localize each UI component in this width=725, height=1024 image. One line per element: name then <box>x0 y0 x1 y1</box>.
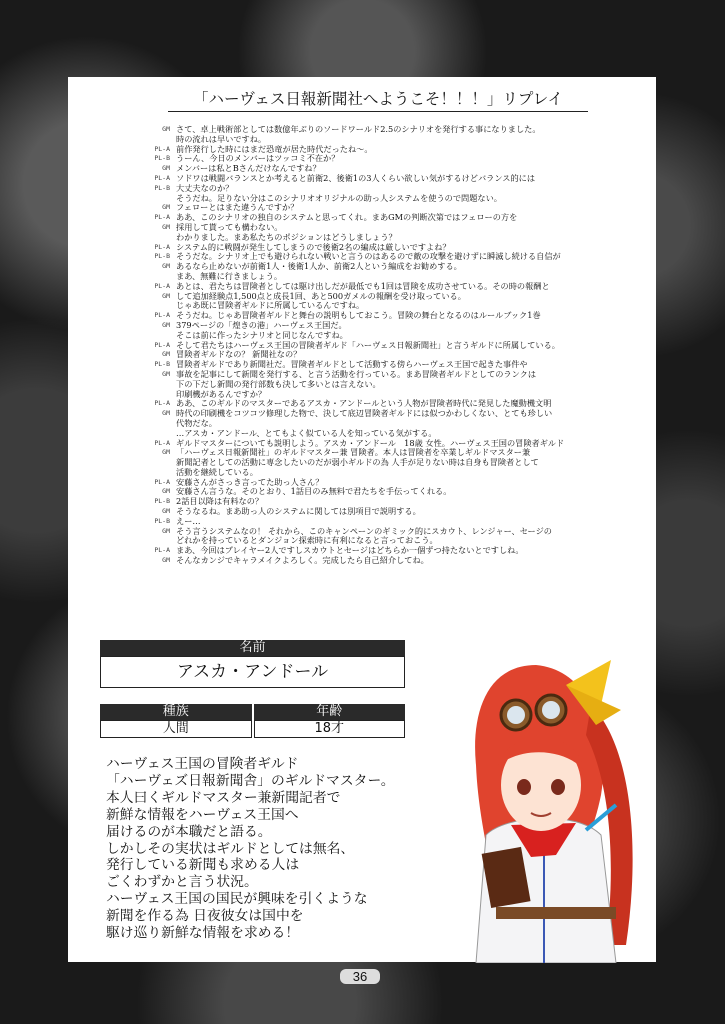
dialogue-text: そうだな。シナリオ上でも避けられない戦いと言うのはあるので敵の攻撃を避けずに瞬滅し続ける自信が <box>176 252 561 262</box>
description-line: 新聞を作る為 日夜彼女は国中を <box>106 908 304 925</box>
dialogue-line <box>140 478 640 488</box>
dialogue-text: 2話目以降は有料なの？ <box>176 497 264 507</box>
speaker-tag: PL-B <box>154 516 170 525</box>
description-line: しかしその実状はギルドとしては無名、 <box>106 840 355 857</box>
dialogue-text: 事故を記事にして新聞を発行する、と言う活動を行っている。まあ冒険者ギルドとしてのランクは <box>176 369 537 379</box>
dialogue-text: ソドワは戦闘バランスとか考えると前衛2、後衛1の3人くらい欲しい気がするけどバランス的には <box>176 173 536 183</box>
speaker-tag: GM <box>162 350 170 359</box>
speaker-tag: PL-A <box>154 213 170 222</box>
dialogue-line <box>140 194 640 204</box>
speaker-tag: PL-A <box>154 399 170 408</box>
speaker-tag: PL-A <box>154 311 170 320</box>
dialogue-text: 採用して貰っても構わない。 <box>176 222 283 232</box>
description-line: 発行している新聞も求める人は <box>106 857 300 874</box>
dialogue-text: そこは前に作ったシナリオと同じなんですね。 <box>176 330 348 340</box>
age-column <box>254 704 406 738</box>
dialogue-line <box>140 282 640 292</box>
dialogue-text: そんなカンジでキャラメイクよろしく。完成したら自己紹介してね。 <box>176 556 429 566</box>
dialogue-text: あるなら止めないが前衛1人・後衛1人か、前衛2人という編成をお勧めする。 <box>176 262 462 272</box>
speaker-tag: GM <box>162 369 170 378</box>
dialogue-line <box>140 243 640 253</box>
dialogue-line <box>140 213 640 223</box>
speaker-tag: PL-A <box>154 242 170 251</box>
dialogue-line <box>140 184 640 194</box>
race-value: 人間 <box>100 720 252 738</box>
speaker-tag: GM <box>162 448 170 457</box>
speaker-tag: PL-A <box>154 144 170 153</box>
dialogue-line <box>140 164 640 174</box>
dialogue-text: 安藤さんがさっき言ってた助っ人さん？ <box>176 477 324 487</box>
dialogue-text: 大丈夫なのか？ <box>176 183 234 193</box>
dialogue-line <box>140 458 640 468</box>
dialogue-line <box>140 409 640 419</box>
description-line: ハーヴェス王国の冒険者ギルド <box>106 756 299 772</box>
dialogue-text: …アスカ・アンドール、とてもよく似ている人を知っている気がする。 <box>176 428 437 438</box>
dialogue-text: 下の下だし新聞の発行部数も決して多いとは言えない。 <box>176 379 381 389</box>
speaker-tag: GM <box>162 125 170 133</box>
dialogue-line <box>140 370 640 380</box>
dialogue-text: 「ハーヴェス日報新聞社」のギルドマスター兼 冒険者。本人は冒険者を卒業しギルドマスター兼 <box>176 448 531 458</box>
document-page <box>68 77 656 962</box>
dialogue-line <box>140 341 640 351</box>
dialogue-text: そう言うシステムなの！ それから、このキャンペーンのギミック的にスカウト、レンジャー、セージの <box>176 526 552 536</box>
dialogue-text: フェローとはまた違うんですか？ <box>176 203 299 213</box>
dialogue-text: 新聞記者としての活動に専念したいのだが弱小ギルドの為 人手が足りない時は自身も冒険者として <box>176 458 539 468</box>
dialogue-line <box>140 399 640 409</box>
dialogue-text: そうだね。じゃあ冒険者ギルドと舞台の説明もしておこう。冒険の舞台となるのはルールブック1巻 <box>176 311 541 321</box>
dialogue-line <box>140 517 640 527</box>
age-value: 18才 <box>254 720 406 738</box>
dialogue-text: まあ、無難に行きましょう。 <box>176 271 283 281</box>
speaker-tag: PL-A <box>154 281 170 290</box>
dialogue-line <box>140 350 640 360</box>
dialogue-text: 冒険者ギルドであり新聞社だ。冒険者ギルドとして活動する傍らハーヴェス王国で起きた事件や <box>176 360 528 370</box>
stats-box <box>100 704 405 738</box>
speaker-tag: GM <box>162 320 170 329</box>
dialogue-line <box>140 556 640 566</box>
dialogue-text: メンバーは私とBさんだけなんですね？ <box>176 164 321 174</box>
dialogue-text: さて、卓上戦術部としては数億年ぶりのソードワールド2.5のシナリオを発行する事になりました。 <box>176 125 541 134</box>
race-label: 種族 <box>100 704 252 720</box>
dialogue-line <box>140 429 640 439</box>
character-description <box>106 756 416 942</box>
description-line: ハーヴェス王国の国民が興味を引くような <box>106 891 368 908</box>
speaker-tag: GM <box>162 526 170 535</box>
dialogue-line <box>140 321 640 331</box>
dialogue-text: 印刷機があるんですか？ <box>176 389 267 399</box>
dialogue-line <box>140 487 640 497</box>
dialogue-text: 冒険者ギルドなの？ 新聞社なの？ <box>176 350 302 360</box>
dialogue-line <box>140 174 640 184</box>
dialogue-line <box>140 233 640 243</box>
dialogue-line <box>140 507 640 517</box>
name-box <box>100 640 405 688</box>
description-line: 本人曰くギルドマスター兼新聞記者で <box>106 789 341 806</box>
dialogue-line <box>140 292 640 302</box>
speaker-tag: GM <box>162 556 170 565</box>
description-line: 駆け巡り新鮮な情報を求める！ <box>106 925 300 942</box>
description-line: 届けるのが本職だと語る。 <box>106 823 272 840</box>
dialogue-text: どれかを持っているとダンジョン探索時に有利になると言っておこう。 <box>176 536 438 546</box>
speaker-tag: GM <box>162 409 170 418</box>
dialogue-line <box>140 536 640 546</box>
dialogue-line <box>140 360 640 370</box>
dialogue-text: システム的に戦闘が発生してしまうので後衛2名の編成は厳しいですよね？ <box>176 242 451 252</box>
description-line: 「ハーヴェズ日報新聞舎」のギルドマスター。 <box>106 772 395 789</box>
dialogue-text: じゃあ既に冒険者ギルドに所属しているんですね。 <box>176 301 365 311</box>
page-number: 36 <box>340 969 380 984</box>
dialogue-text: ああ、このシナリオの独自のシステムと思ってくれ。まあGMの判断次第ではフェローの方を <box>176 213 518 223</box>
speaker-tag: PL-B <box>154 183 170 192</box>
dialogue-line <box>140 468 640 478</box>
dialogue-line <box>140 448 640 458</box>
dialogue-line <box>140 439 640 449</box>
dialogue-text: あとは、君たちは冒険者としては駆け出しだが最低でも1回は冒険を成功させている。その時の報酬と <box>176 281 550 291</box>
dialogue-text: そうなるね。まあ助っ人のシステムに関しては別項目で説明する。 <box>176 507 421 517</box>
speaker-tag: PL-A <box>154 173 170 182</box>
speaker-tag: PL-B <box>154 497 170 506</box>
name-label: 名前 <box>100 640 405 656</box>
age-label: 年齢 <box>254 704 406 720</box>
dialogue-text: そうだね。足りない分はこのシナリオオリジナルの助っ人システムを使うので問題ない。 <box>176 193 502 203</box>
dialogue-line <box>140 262 640 272</box>
dialogue-text: 前作発行した時にはまだ恐竜が居た時代だったね～。 <box>176 144 373 154</box>
dialogue-line <box>140 272 640 282</box>
dialogue-line <box>140 331 640 341</box>
description-line: ごくわずかと言う状況。 <box>106 874 258 891</box>
speaker-tag: PL-A <box>154 340 170 349</box>
dialogue-line <box>140 390 640 400</box>
speaker-tag: PL-B <box>154 252 170 261</box>
dialogue-line <box>140 154 640 164</box>
dialogue-line <box>140 497 640 507</box>
dialogue-text: 代物だな。 <box>176 418 217 428</box>
dialogue-line <box>140 223 640 233</box>
speaker-tag: GM <box>162 487 170 496</box>
dialogue-line <box>140 419 640 429</box>
character-name: アスカ・アンドール <box>100 656 405 688</box>
speaker-tag: GM <box>162 507 170 516</box>
dialogue-text: うーん、今日のメンバーはツッコミ不在か？ <box>176 154 340 164</box>
description-line: 新鮮な情報をハーヴェス王国へ <box>106 806 299 823</box>
dialogue-text: 379ページの「煌きの港」ハーヴェス王国だ。 <box>176 320 347 330</box>
dialogue-line <box>140 311 640 321</box>
dialogue-line <box>140 546 640 556</box>
dialogue-line <box>140 380 640 390</box>
speaker-tag: PL-A <box>154 546 170 555</box>
dialogue-text: ギルドマスターについても説明しよう。アスカ・アンドール 18歳 女性。ハーヴェス王国の冒険者ギルド <box>176 438 565 448</box>
dialogue-text: して追加経験点1,500点と成長1回、あと500ガメルの報酬を受け取っている。 <box>176 291 466 301</box>
speaker-tag: GM <box>162 203 170 212</box>
dialogue-line <box>140 125 640 135</box>
page-title: 「ハーヴェス日報新聞社へようこそ！！！」リプレイ <box>168 87 588 112</box>
dialogue-line <box>140 203 640 213</box>
dialogue-text: わかりました。まあ私たちのポジションはどうしましょう？ <box>176 232 397 242</box>
dialogue-text: 時の流れは早いですね。 <box>176 134 267 144</box>
dialogue-text: 安藤さん言うな。そのとおり、1話目のみ無料で君たちを手伝ってくれる。 <box>176 487 452 497</box>
dialogue-line <box>140 252 640 262</box>
dialogue-line <box>140 301 640 311</box>
dialogue-text: えー… <box>176 516 201 526</box>
dialogue-text: 活動を継続している。 <box>176 467 258 477</box>
race-column <box>100 704 252 738</box>
dialogue-line <box>140 145 640 155</box>
speaker-tag: GM <box>162 222 170 231</box>
dialogue-text: 時代の印刷機をコツコツ修理した物で、決して底辺冒険者ギルドには似つかわしくない、とても珍しい <box>176 409 553 419</box>
dialogue-text: ああ、このギルドのマスターであるアスカ・アンドールという人物が冒険者時代に発見した魔動機文明 <box>176 399 552 409</box>
dialogue-text: まあ、今回はプレイヤー2人ですしスカウトとセージはどちらか一個ずつ持たないとですしね。 <box>176 546 524 556</box>
dialogue-line <box>140 527 640 537</box>
speaker-tag: GM <box>162 291 170 300</box>
dialogue-text: そして君たちはハーヴェス王国の冒険者ギルド「ハーヴェス日報新聞社」と言うギルドに所属している。 <box>176 340 560 350</box>
character-portrait <box>416 645 656 963</box>
speaker-tag: PL-A <box>154 477 170 486</box>
dialogue-line <box>140 135 640 145</box>
speaker-tag: GM <box>162 262 170 271</box>
speaker-tag: PL-A <box>154 438 170 447</box>
speaker-tag: PL-B <box>154 154 170 163</box>
speaker-tag: PL-B <box>154 360 170 369</box>
replay-dialogue <box>140 125 640 566</box>
speaker-tag: GM <box>162 164 170 173</box>
